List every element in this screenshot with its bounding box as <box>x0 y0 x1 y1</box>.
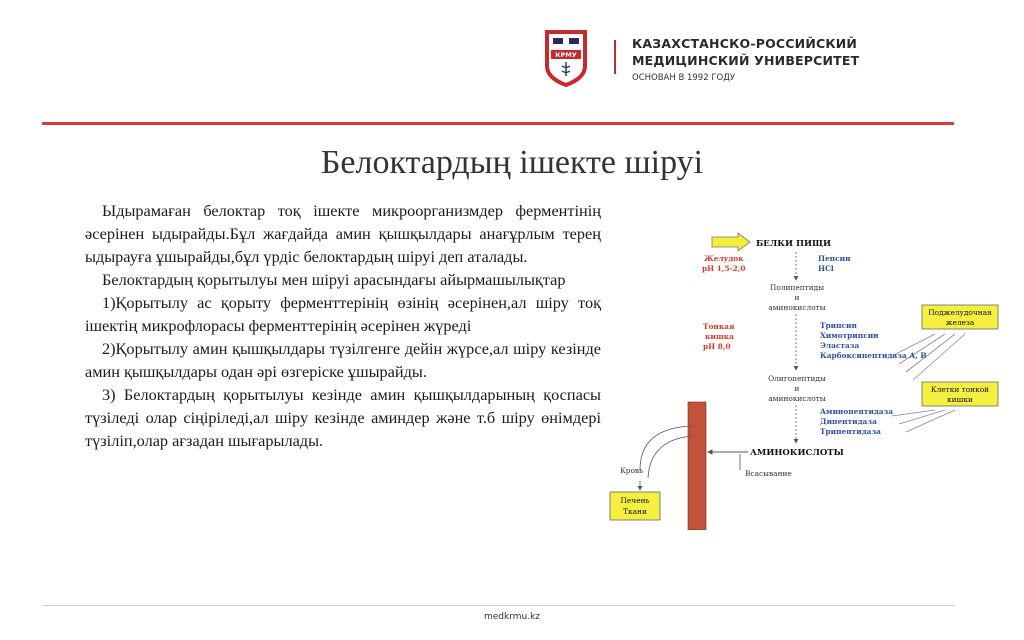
enzyme-trypsin: Трипсин <box>820 321 857 330</box>
polypeptides-and: и <box>794 293 800 302</box>
paragraph: 2)Қорытылу амин қышқылдары түзілгенге дейін жүрсе,ал шіру кезінде амин қышқылдары одан әрі өзгеріске ұшырайды. <box>85 339 601 381</box>
stomach-ph-label: pH 1,5-2,0 <box>702 264 746 273</box>
food-proteins-label: БЕЛКИ ПИЩИ <box>756 239 832 249</box>
enzyme-carboxypeptidase: Карбоксипептидаза А, В <box>820 351 927 360</box>
paragraph: Ыдырамаған белоктар тоқ ішекте микроорганизмдер ферментінің әсерінен ыдырайды.Бұл жағдайда амин қышқылдары анағұрлым терең ыдырауға ұшырайды,бұл үрдіс белоктардың шіруі деп аталады. <box>85 201 601 266</box>
founded-text: ОСНОВАН В 1992 ГОДУ <box>632 73 736 83</box>
university-name <box>632 35 859 83</box>
slide-title: Белоктардың ішекте шіруі <box>320 144 704 181</box>
footer-site: medkrmu.kz <box>483 612 541 622</box>
footer-rule <box>42 605 954 606</box>
oligopeptides-aa: аминокислоты <box>768 394 826 403</box>
enzyme-chymotrypsin: Химотрипсин <box>820 331 879 340</box>
polypeptides-label: Полипептиды <box>769 283 825 292</box>
enzyme-pepsin: Пепсин <box>818 254 851 263</box>
amino-acids-label: АМИНОКИСЛОТЫ <box>750 448 844 458</box>
intestine-cells-label: Клетки тонкой <box>930 385 990 394</box>
header-rule <box>42 122 954 125</box>
paragraph: 3) Белоктардың қорытылуы кезінде амин қышқылдарының қоспасы түзіледі олар сіңіріледі,ал шіру кезінде аминдер және т.б шіру өнімдері түзіліп,олар ағзадан шығарылады. <box>85 385 601 450</box>
enzyme-aminopeptidase: Аминопептидаза <box>820 407 894 416</box>
university-logo <box>541 28 591 88</box>
small-intestine-label2: кишка <box>705 332 734 341</box>
blood-label: Кровь <box>620 466 644 475</box>
header-divider <box>614 40 616 74</box>
enzyme-tripeptidase: Трипептидаза <box>820 427 881 436</box>
paragraph: 1)Қорытылу ас қорыту ферменттерінің өзінің әсерінен,ал шіру тоқ ішектің микрофлорасы ферменттерінің әсерінен жүреді <box>85 293 601 335</box>
food-arrow <box>712 233 750 251</box>
oligopeptides-and: и <box>794 384 800 393</box>
protein-digestion-diagram <box>600 230 1000 530</box>
university-name-line2: МЕДИЦИНСКИЙ УНИВЕРСИТЕТ <box>632 53 860 68</box>
enzyme-elastase: Эластаза <box>820 341 860 350</box>
polypeptides-aa: аминокислоты <box>768 303 826 312</box>
enzyme-dipeptidase: Дипептидаза <box>820 417 877 426</box>
enzyme-hcl: HCl <box>818 264 834 273</box>
paragraph: Белоктардың қорытылуы мен шіруі арасындағы айырмашылықтар <box>102 270 566 289</box>
pancreas-label: Поджелудочная <box>928 308 992 317</box>
intestine-cells-label2: кишки <box>947 395 973 404</box>
pancreas-label2: железа <box>945 318 975 327</box>
blood-vessel <box>688 402 706 530</box>
university-name-line1: КАЗАХСТАНСКО-РОССИЙСКИЙ <box>632 36 858 51</box>
tissues-label: Ткани <box>623 507 647 516</box>
logo-text: КРМУ <box>555 51 577 59</box>
oligopeptides-label: Олигопептиды <box>768 374 826 383</box>
absorption-label: Всасывание <box>745 469 792 478</box>
small-intestine-ph: pH 8,0 <box>703 342 731 351</box>
small-intestine-label: Тонкая <box>703 322 735 331</box>
liver-label: Печень <box>620 496 650 505</box>
slide-body <box>85 199 601 452</box>
stomach-label: Желудок <box>704 254 744 263</box>
